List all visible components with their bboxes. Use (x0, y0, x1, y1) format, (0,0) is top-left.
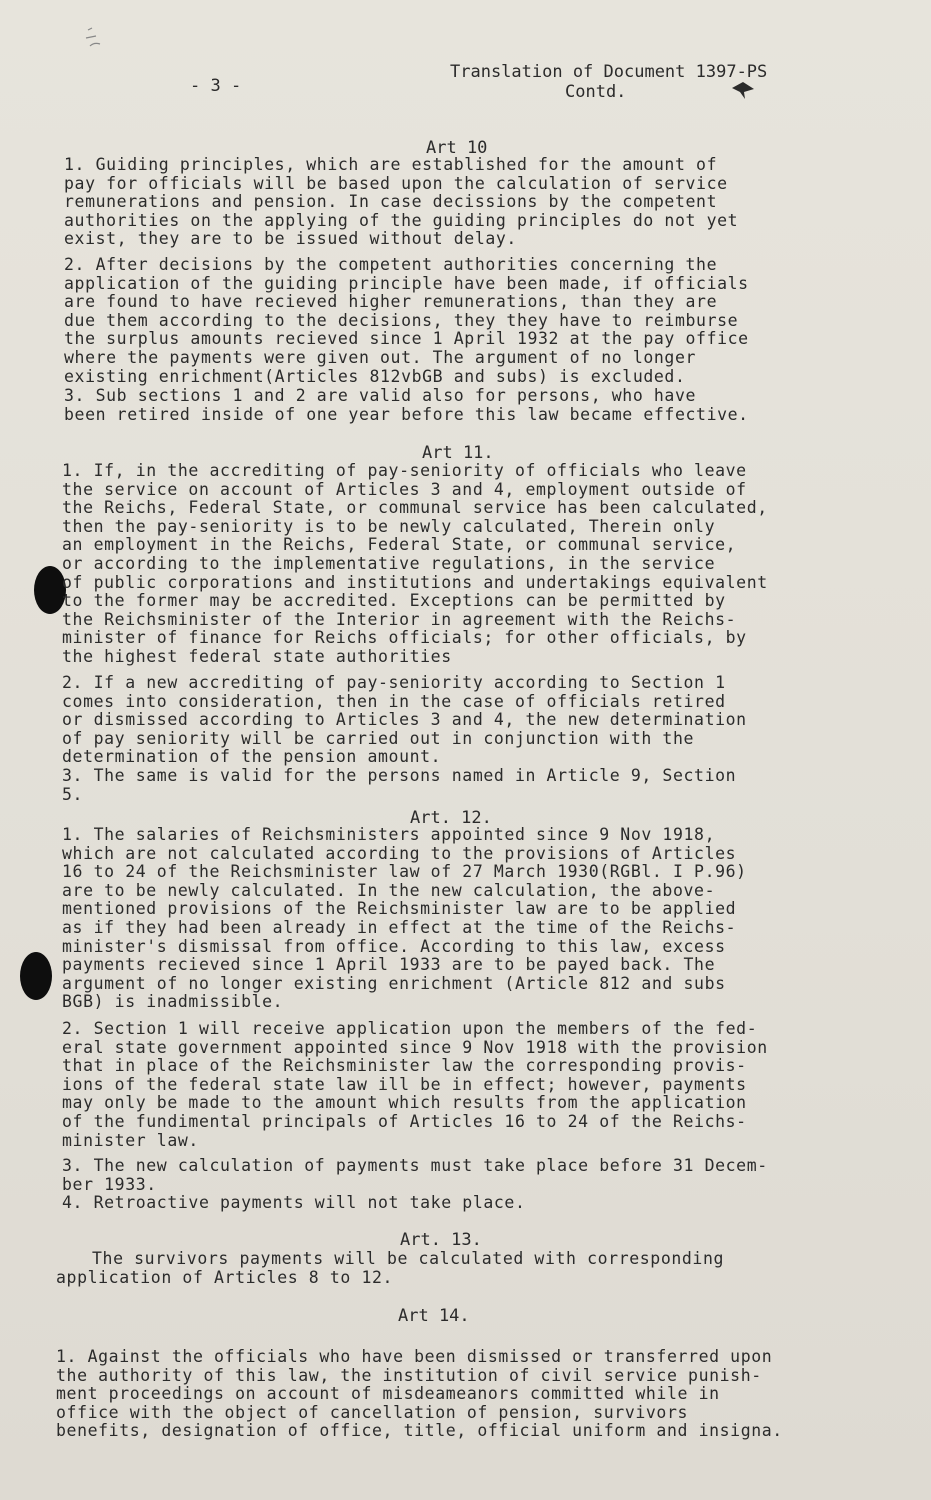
document-title-text: Translation of Document 1397-PS (450, 62, 768, 82)
article-10-heading: Art 10 (426, 138, 488, 158)
article-13-heading: Art. 13. (400, 1230, 482, 1250)
punch-hole (20, 952, 52, 1000)
article-13-text: The survivors payments will be calculated with corresponding application of Articles 8 to 12. (56, 1249, 725, 1287)
article-14-section-1: 1. Against the officials who have been dismissed or transferred upon the authority of this law, the institution of civil service punish- ment proceedings on account of misdeameanors committed while in office with the object of cancellation of pension, survivors benefits, designation of office, title, official uniform and insigna. (56, 1347, 783, 1441)
article-12-section-2: 2. Section 1 will receive application upon the members of the fed- eral state government appointed since 9 Nov 1918 with the provision that in place of the Reichsminister law the corresponding provis- ions of the federal state law ill be in effect; however, payments may only be made to the amount which results from the application of the fundimental principals of Articles 16 to 24 of the Reichs- minister law. (62, 1019, 768, 1150)
article-11-section-1: 1. If, in the accrediting of pay-seniority of officials who leave the service on account of Articles 3 and 4, employment outside of the Reichs, Federal State, or communal service has been calculated, then the pay-seniority is to be newly calculated, Therein only an employment in the Reichs, Federal State, or communal service, or according to the implementative regulations, in the service of public corporations and institutions and undertakings equivalent to the former may be accredited. Exceptions can be permitted by the Reichsminister of the Interior in agreement with the Reichs- minister of finance for Reichs officials; for other officials, by the highest federal state authorities (62, 461, 768, 666)
page-number: - 3 - (190, 76, 242, 96)
continued-label: Contd. (565, 82, 627, 102)
ink-mark-icon (730, 80, 756, 100)
article-12-section-3: 3. The new calculation of payments must take place before 31 Decem- ber 1933. (62, 1156, 768, 1194)
article-10-section-1: 1. Guiding principles, which are established for the amount of pay for officials will be based upon the calculation of service remunerations and pension. In case decissions by the competent authorities on the applying of the guiding principles do not yet exist, they are to be issued without delay. (64, 155, 739, 249)
document-title (450, 62, 767, 102)
article-11-section-3: 3. The same is valid for the persons named in Article 9, Section 5. (62, 766, 737, 804)
article-12-heading: Art. 12. (410, 808, 492, 828)
article-10-section-3: 3. Sub sections 1 and 2 are valid also for persons, who have been retired inside of one year before this law became effective. (64, 386, 749, 424)
article-10-section-2: 2. After decisions by the competent authorities concerning the application of the guiding principle have been made, if officials are found to have recieved higher remunerations, than they are due them according to the decisions, they they have to reimburse the surplus amounts recieved since 1 April 1932 at the pay office where the payments were given out. The argument of no longer existing enrichment(Articles 812vbGB and subs) is excluded. (64, 255, 749, 386)
article-14-heading: Art 14. (398, 1306, 470, 1326)
pencil-mark-icon (82, 26, 106, 52)
article-11-heading: Art 11. (422, 443, 494, 463)
article-11-section-2: 2. If a new accrediting of pay-seniority according to Section 1 comes into consideration, then in the case of officials retired or dismissed according to Articles 3 and 4, the new determination of pay seniority will be carried out in conjunction with the determination of the pension amount. (62, 673, 747, 767)
article-12-section-1: 1. The salaries of Reichsministers appointed since 9 Nov 1918, which are not calculated according to the provisions of Articles 16 to 24 of the Reichsminister law of 27 March 1930(RGBl. I P.96) are to be newly calculated. In the new calculation, the above- mentioned provisions of the Reichsminister law are to be applied as if they had been already in effect at the time of the Reichs- minister's dismissal from office. According to this law, excess payments recieved since 1 April 1933 are to be payed back. The argument of no longer existing enrichment (Article 812 and subs BGB) is inadmissible. (62, 825, 747, 1012)
article-12-section-4: 4. Retroactive payments will not take place. (62, 1193, 526, 1212)
